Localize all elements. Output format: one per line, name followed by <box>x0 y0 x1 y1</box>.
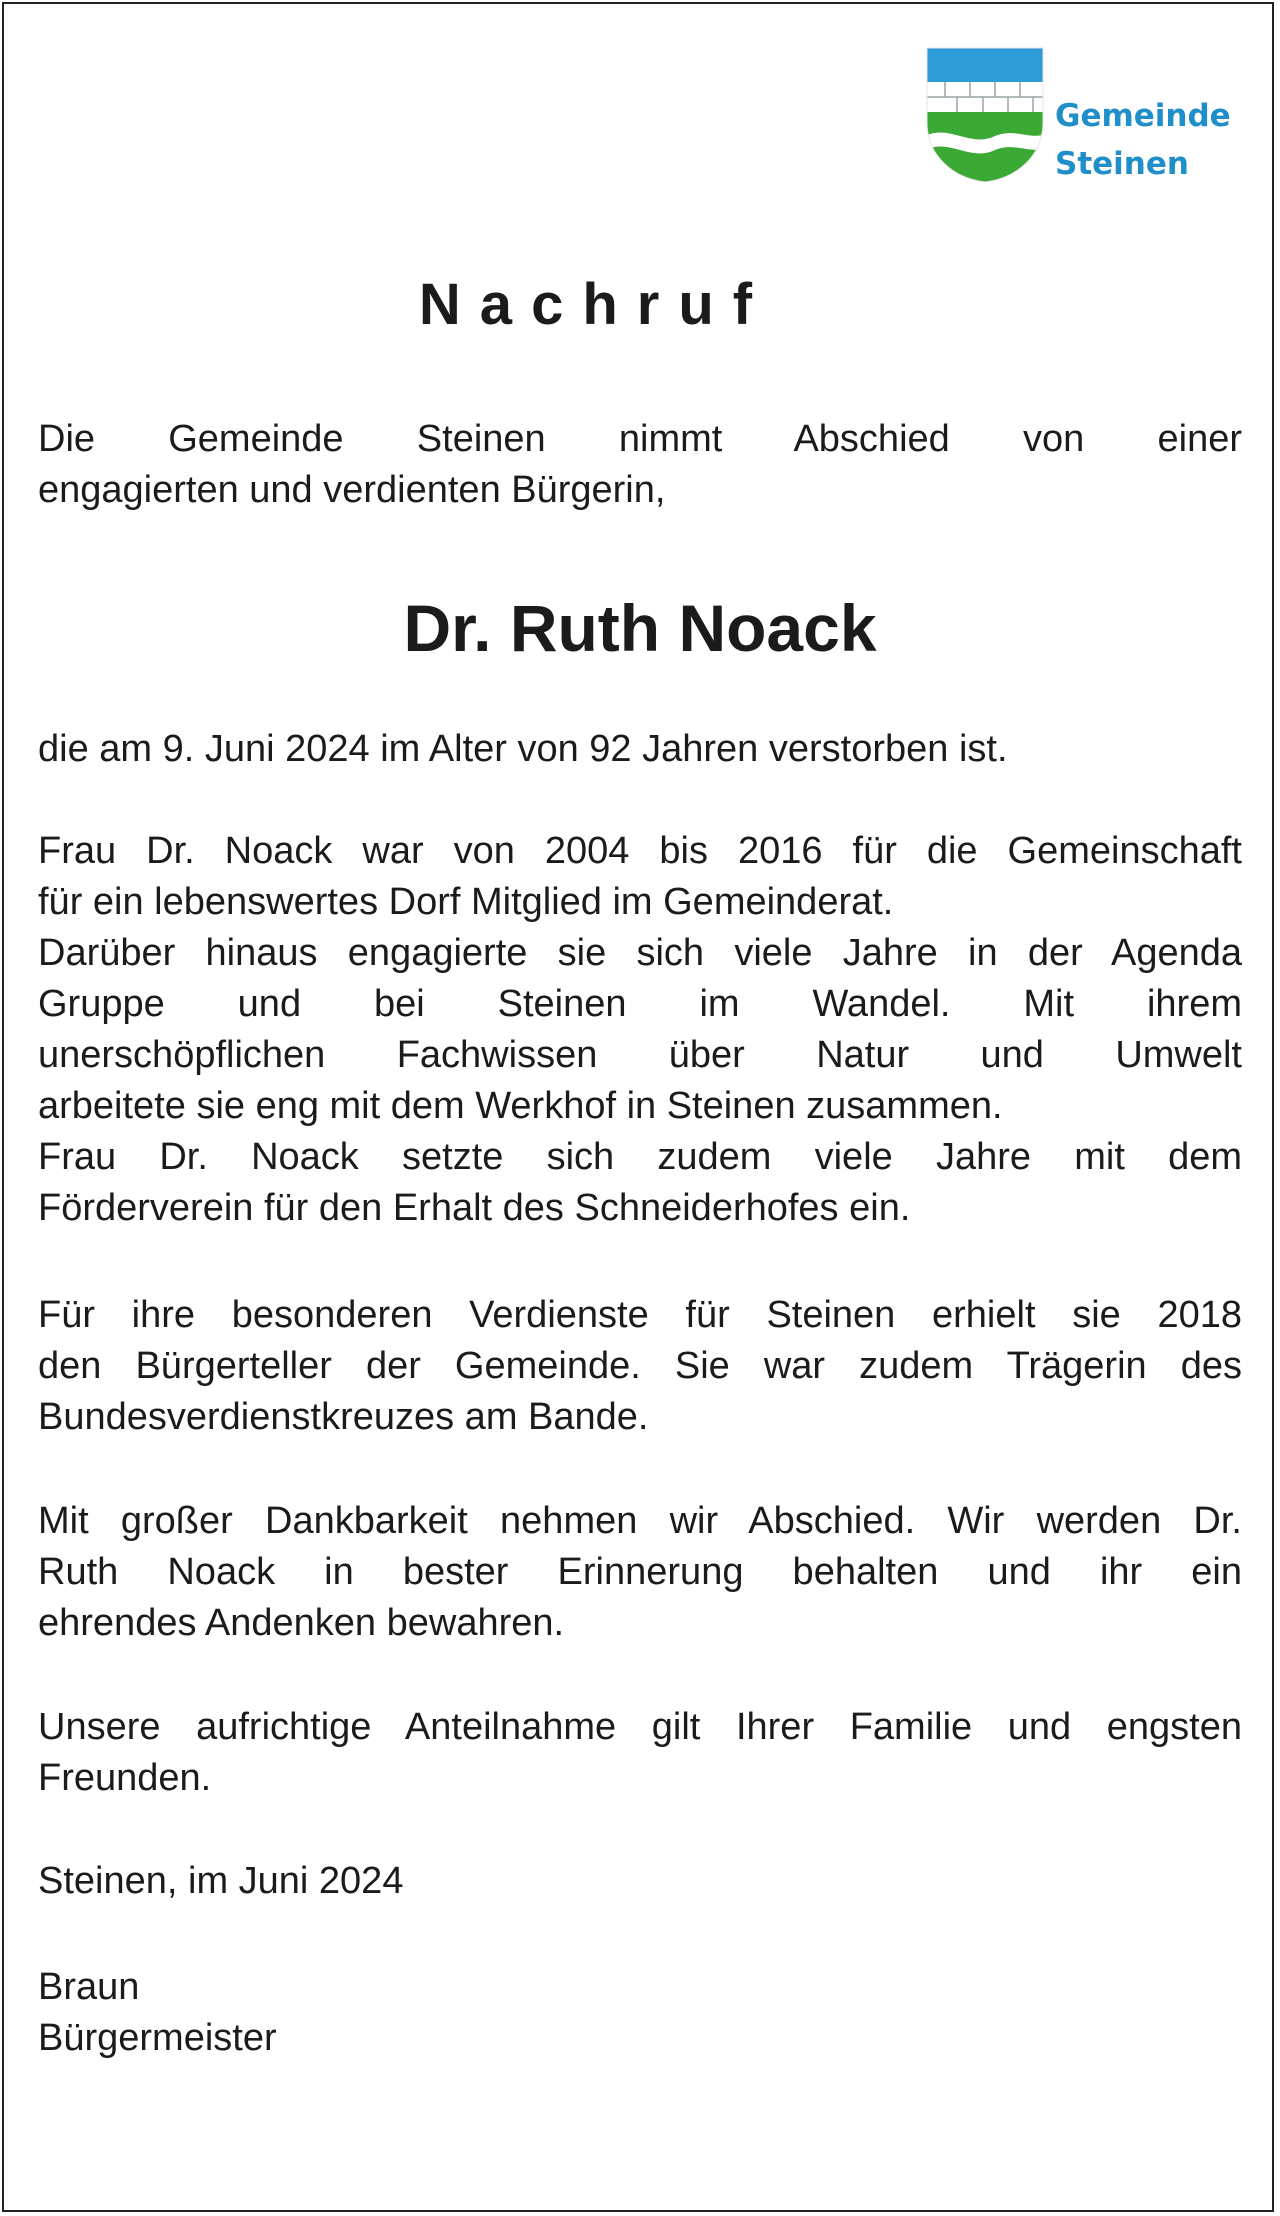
death-line: die am 9. Juni 2024 im Alter von 92 Jahren verstorben ist. <box>38 728 1008 770</box>
bio-line-7: Frau Dr. Noack setzte sich zudem viele Jahre mit dem <box>38 1136 1242 1178</box>
sympathy-line-2: Freunden. <box>38 1757 212 1799</box>
signatory-title: Bürgermeister <box>38 2017 277 2059</box>
bio-line-1: Frau Dr. Noack war von 2004 bis 2016 für die Gemeinschaft <box>38 830 1242 872</box>
signature-block <box>38 1962 1242 2064</box>
gratitude-paragraph <box>38 1496 1242 1649</box>
municipality-logo <box>925 44 1235 194</box>
death-paragraph <box>38 724 1242 775</box>
gratitude-line-2: Ruth Noack in bester Erinnerung behalten und ihr ein <box>38 1551 1242 1593</box>
bio-line-5: unerschöpflichen Fachwissen über Natur und Umwelt <box>38 1034 1242 1076</box>
place-date-paragraph <box>38 1856 1242 1907</box>
signatory-name: Braun <box>38 1966 140 2008</box>
gratitude-line-3: ehrendes Andenken bewahren. <box>38 1602 565 1644</box>
bio-line-6: arbeitete sie eng mit dem Werkhof in Steinen zusammen. <box>38 1085 1003 1127</box>
sympathy-line-1: Unsere aufrichtige Anteilnahme gilt Ihrer Familie und engsten <box>38 1706 1242 1748</box>
deceased-name: Dr. Ruth Noack <box>403 591 877 665</box>
merits-line-3: Bundesverdienstkreuzes am Bande. <box>38 1396 649 1438</box>
coat-of-arms-icon <box>925 44 1045 184</box>
sympathy-paragraph <box>38 1702 1242 1804</box>
merits-paragraph <box>38 1290 1242 1443</box>
bio-line-3: Darüber hinaus engagierte sie sich viele Jahre in der Agenda <box>38 932 1242 974</box>
intro-line-2: engagierten und verdienten Bürgerin, <box>38 469 666 511</box>
logo-line-steinen: Steinen <box>1055 146 1189 182</box>
intro-paragraph <box>38 414 1242 516</box>
place-date: Steinen, im Juni 2024 <box>38 1860 404 1902</box>
bio-line-2: für ein lebenswertes Dorf Mitglied im Gemeinderat. <box>38 881 894 923</box>
bio-line-4: Gruppe und bei Steinen im Wandel. Mit ihrem <box>38 983 1242 1025</box>
bio-paragraph <box>38 826 1242 1234</box>
merits-line-1: Für ihre besonderen Verdienste für Steinen erhielt sie 2018 <box>38 1294 1242 1336</box>
logo-line-gemeinde: Gemeinde <box>1055 98 1231 134</box>
intro-line-1: Die Gemeinde Steinen nimmt Abschied von einer <box>38 418 1242 460</box>
bio-line-8: Förderverein für den Erhalt des Schneiderhofes ein. <box>38 1187 911 1229</box>
merits-line-2: den Bürgerteller der Gemeinde. Sie war zudem Trägerin des <box>38 1345 1242 1387</box>
logo-text <box>1055 92 1231 188</box>
obituary-heading: Nachruf <box>418 272 772 337</box>
gratitude-line-1: Mit großer Dankbarkeit nehmen wir Abschied. Wir werden Dr. <box>38 1500 1242 1542</box>
